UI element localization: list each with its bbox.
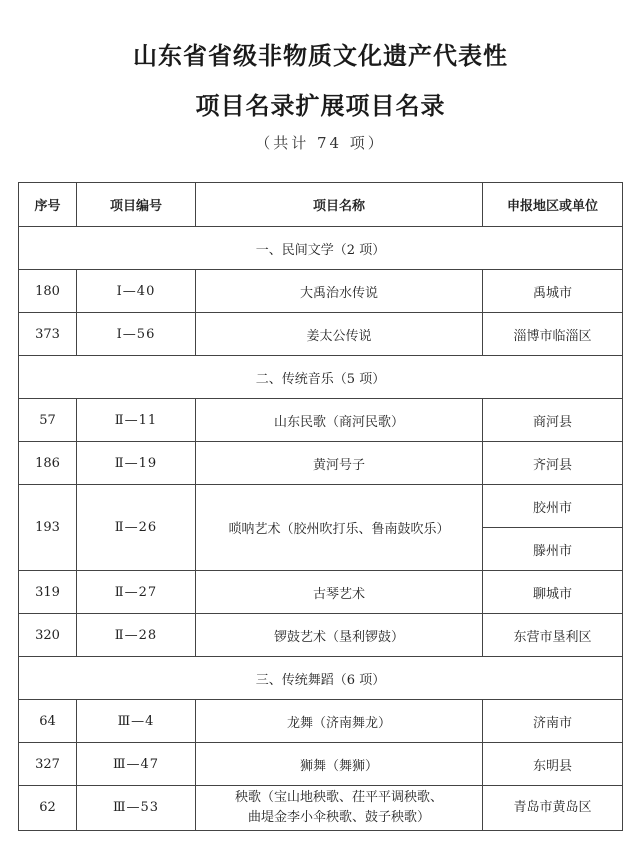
cell-region: 胶州市 [483,485,623,528]
table-row [19,571,623,614]
cell-name: 大禹治水传说 [196,270,483,313]
cell-code: Ⅱ—28 [77,614,196,657]
category-row [19,227,623,270]
cell-region: 青岛市黄岛区 [483,786,623,831]
cell-region: 东明县 [483,743,623,786]
cell-serial: 57 [19,399,77,442]
cell-name-line-1: 秧歌（宝山地秧歌、茌平平调秧歌、 [234,790,443,805]
cell-name: 唢呐艺术（胶州吹打乐、鲁南鼓吹乐） [196,485,483,571]
document-subtitle: （共计 74 项） [255,134,386,152]
table-row [19,313,623,356]
table-row [19,399,623,442]
column-header-code: 项目编号 [77,183,196,227]
cell-name [196,786,483,831]
table-row [19,614,623,657]
cell-serial: 180 [19,270,77,313]
cell-region: 禹城市 [483,270,623,313]
cell-name: 狮舞（舞狮） [196,743,483,786]
heritage-list-table [18,182,623,831]
cell-code: Ⅲ—4 [77,700,196,743]
cell-serial: 319 [19,571,77,614]
cell-code: Ⅰ—40 [77,270,196,313]
cell-name-line-2: 曲堤金李小伞秧歌、鼓子秧歌） [247,810,430,825]
cell-serial: 193 [19,485,77,571]
cell-serial: 320 [19,614,77,657]
column-header-name: 项目名称 [196,183,483,227]
cell-region: 滕州市 [483,528,623,571]
document-title-line-2: 项目名录扩展项目名录 [195,92,446,120]
cell-region: 齐河县 [483,442,623,485]
cell-serial: 64 [19,700,77,743]
category-label: 一、民间文学（2 项） [19,227,623,270]
cell-name: 黄河号子 [196,442,483,485]
cell-code: Ⅲ—53 [77,786,196,831]
table-header-row [19,183,623,227]
column-header-serial: 序号 [19,183,77,227]
table-row [19,270,623,313]
cell-name: 山东民歌（商河民歌） [196,399,483,442]
table-row [19,786,623,831]
table-row [19,743,623,786]
column-header-region: 申报地区或单位 [483,183,623,227]
cell-region: 淄博市临淄区 [483,313,623,356]
cell-name: 古琴艺术 [196,571,483,614]
cell-code: Ⅰ—56 [77,313,196,356]
cell-code: Ⅱ—19 [77,442,196,485]
table-row [19,700,623,743]
category-label: 三、传统舞蹈（6 项） [19,657,623,700]
cell-region: 聊城市 [483,571,623,614]
cell-serial: 62 [19,786,77,831]
cell-code: Ⅱ—26 [77,485,196,571]
cell-code: Ⅱ—11 [77,399,196,442]
cell-name: 姜太公传说 [196,313,483,356]
document-title-line-1: 山东省省级非物质文化遗产代表性 [133,42,508,70]
cell-region: 东营市垦利区 [483,614,623,657]
cell-serial: 327 [19,743,77,786]
cell-region: 商河县 [483,399,623,442]
cell-code: Ⅱ—27 [77,571,196,614]
category-row [19,356,623,399]
category-row [19,657,623,700]
cell-serial: 186 [19,442,77,485]
table-row [19,442,623,485]
cell-code: Ⅲ—47 [77,743,196,786]
cell-region: 济南市 [483,700,623,743]
category-label: 二、传统音乐（5 项） [19,356,623,399]
cell-name: 锣鼓艺术（垦利锣鼓） [196,614,483,657]
cell-name: 龙舞（济南舞龙） [196,700,483,743]
table-row [19,485,623,528]
cell-serial: 373 [19,313,77,356]
